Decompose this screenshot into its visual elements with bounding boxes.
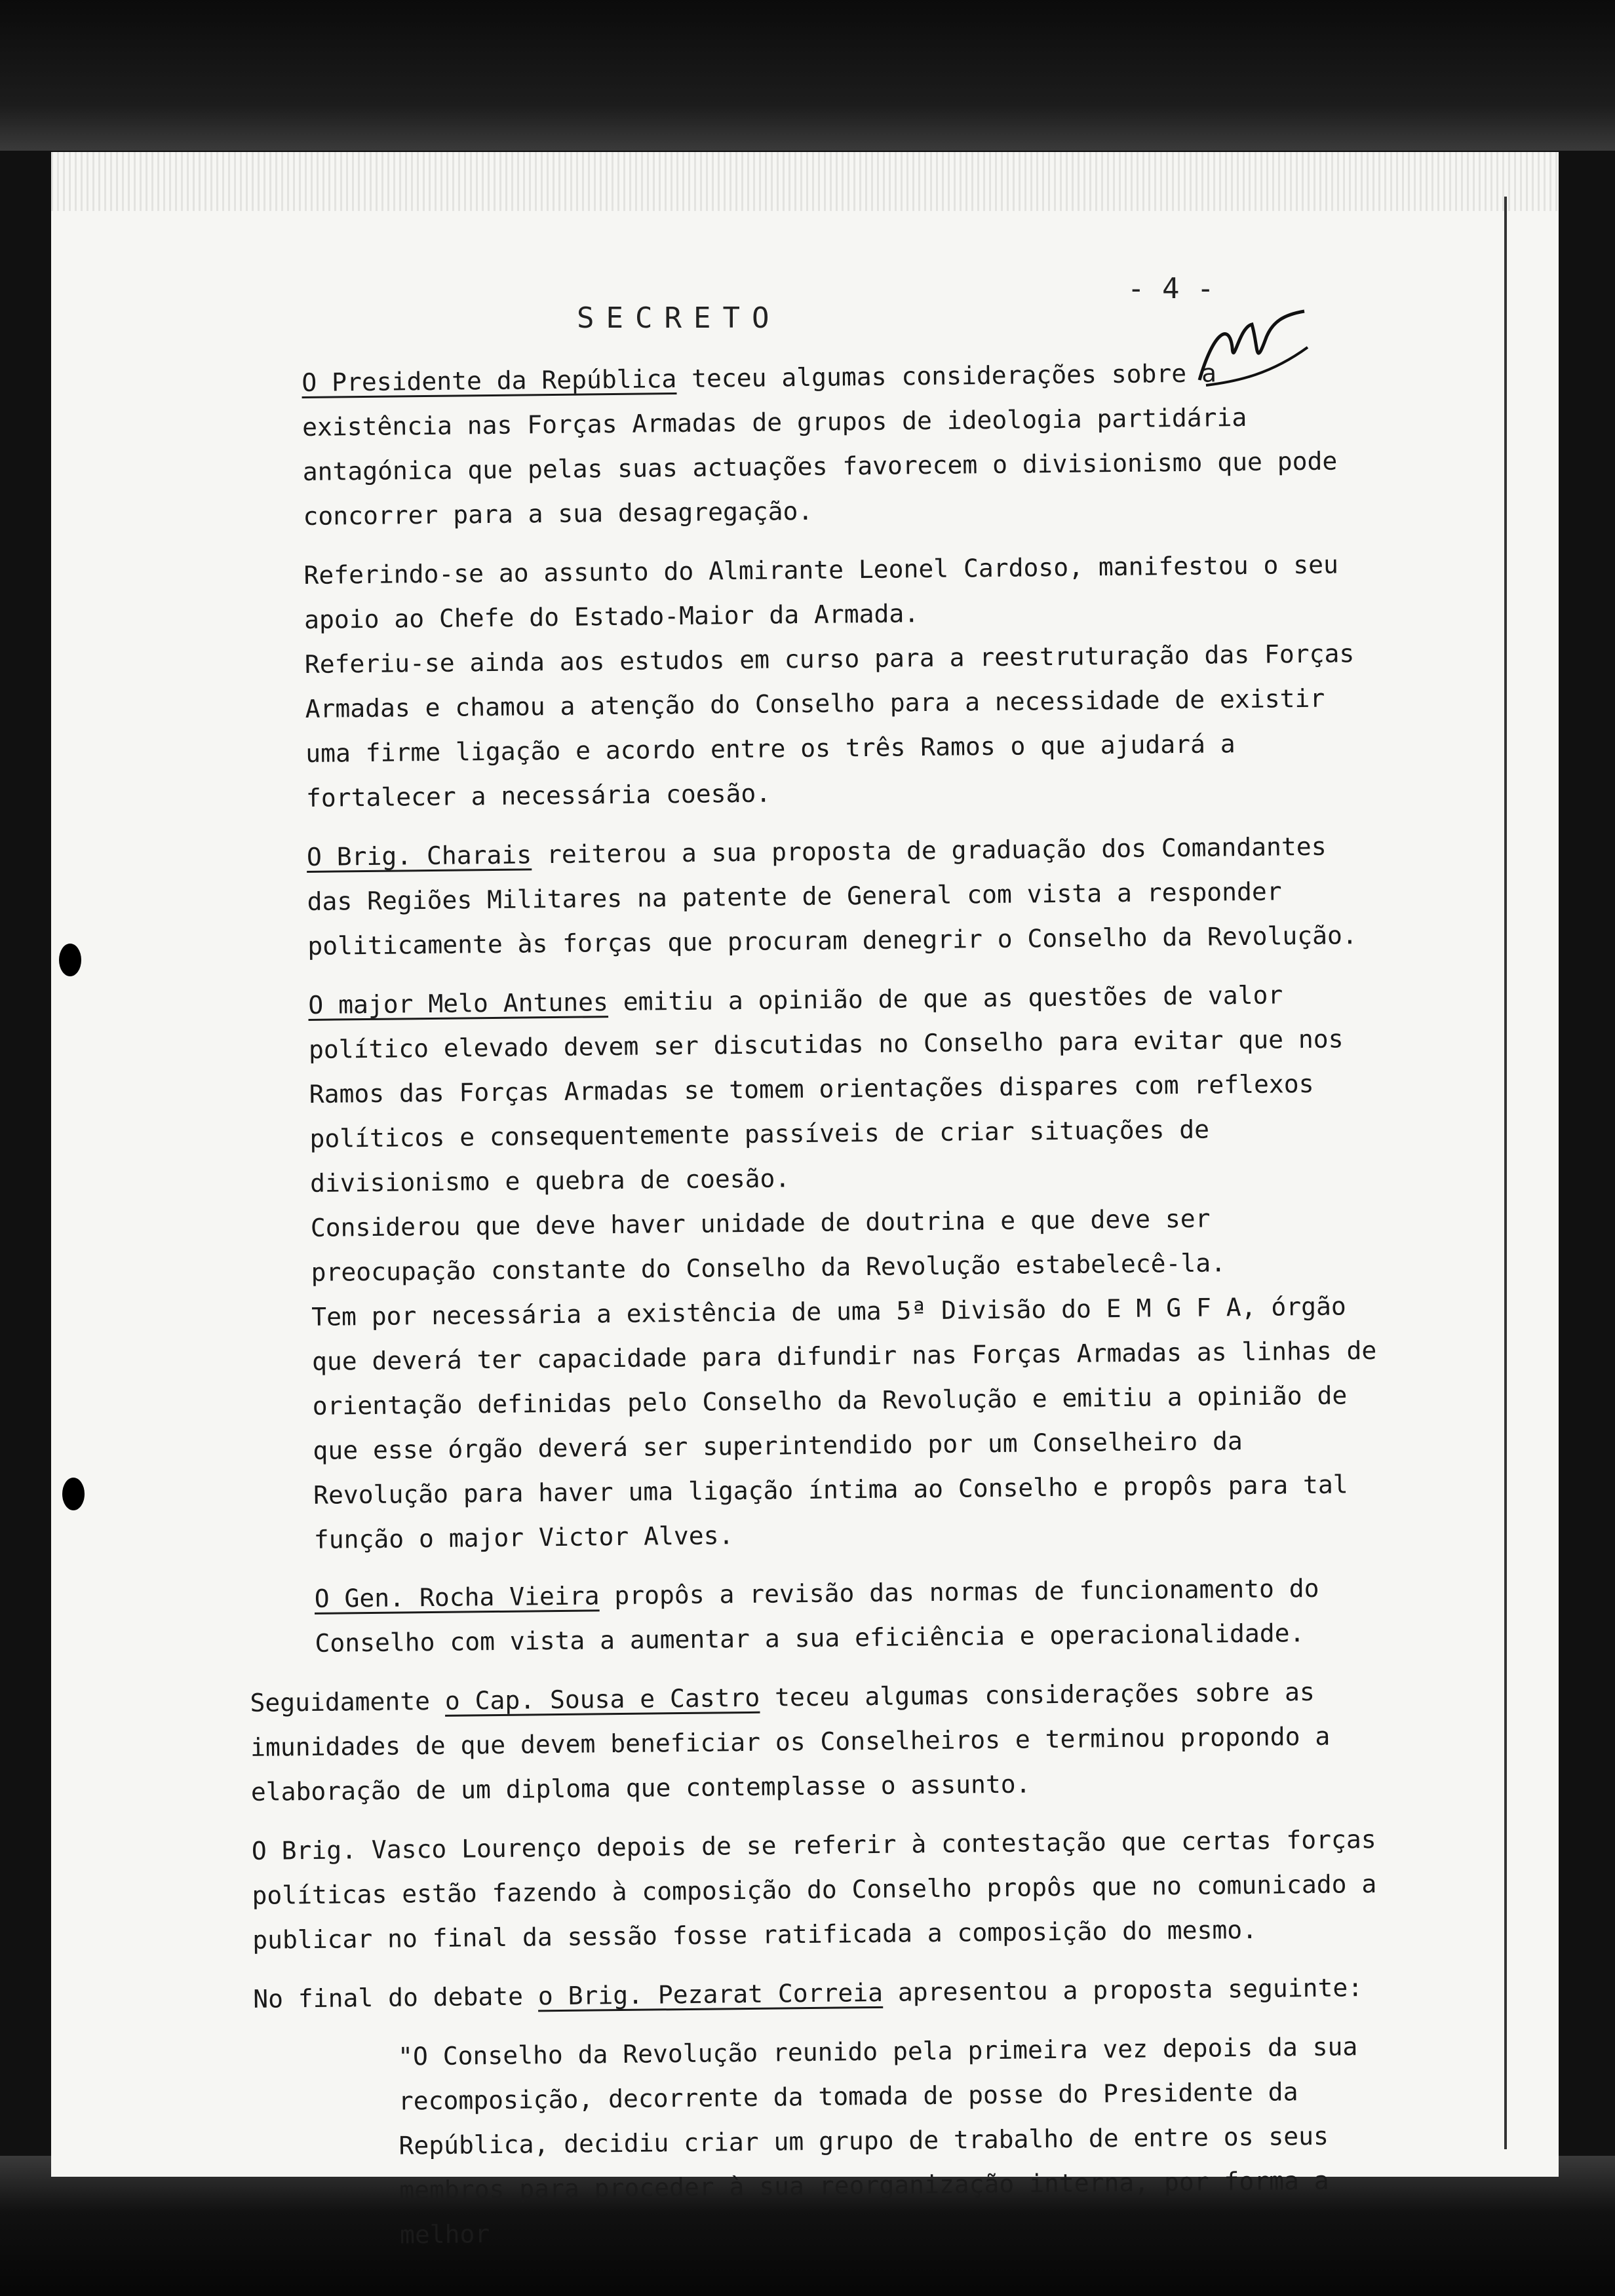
speaker-name: O major Melo Antunes	[308, 987, 609, 1020]
paragraph: O major Melo Antunes emitiu a opinião de que as questões de valor político elevado devem ser discutidas no Conselho para evitar que nos Ramos das Forças Armadas se tomem orientações dispares com reflexos políticos e consequentemente passíveis de criar situações de divisionismo e quebra de coesão.	[308, 980, 1344, 1198]
paragraph: Referindo-se ao assunto do Almirante Leonel Cardoso, manifestou o seu apoio ao Chefe do Estado-Maior da Armada.	[303, 550, 1339, 634]
punch-hole-mark	[59, 944, 81, 976]
paragraph: Considerou que deve haver unidade de doutrina e que deve ser preocupação constante do Conselho da Revolução estabelecê-la.	[310, 1204, 1226, 1287]
paragraph: Seguidamente o Cap. Sousa e Castro teceu algumas considerações sobre as imunidades de que devem beneficiar os Conselheiros e terminou propondo a elaboração de um diploma que contemplasse o assunto.	[250, 1677, 1331, 1807]
paragraph: O Presidente da República teceu algumas considerações sobre a existência nas Forças Armadas de grupos de ideologia partidária antagónica que pelas suas actuações favorecem o divisionismo que pode concorrer para a sua desagregação.	[302, 358, 1338, 531]
speaker-name: O Presidente da República	[302, 364, 677, 397]
paragraph: O Brig. Charais reiterou a sua proposta de graduação dos Comandantes das Regiões Militares na patente de General com vista a responder politicamente às forças que procuram denegrir o Conselho da Revolução.	[306, 832, 1357, 961]
speaker-name: O Brig. Charais	[306, 840, 532, 871]
quoted-proposal: "O Conselho da Revolução reunido pela primeira vez depois da sua recomposição, decorrente da tomada de posse do Presidente da República, decidiu criar um grupo de trabalho de entre os seus membros para proceder à sua reorganização interna, por forma a melhor	[397, 2032, 1358, 2249]
paragraph: Referiu-se ainda aos estudos em curso para a reestruturação das Forças Armadas e chamou a atenção do Conselho para a necessidade de existir uma firme ligação e acordo entre os três Ramos o que ajudará a fortalecer a necessária coesão.	[304, 639, 1355, 813]
paragraph: No final do debate o Brig. Pezarat Correia apresentou a proposta seguinte:	[252, 1973, 1363, 2014]
page-number: - 4 -	[1127, 272, 1215, 305]
speaker-name: o Cap. Sousa e Castro	[444, 1683, 760, 1715]
classification-header: SECRETO	[577, 301, 781, 335]
document-body	[250, 349, 1396, 2272]
speaker-name: o Brig. Pezarat Correia	[537, 1978, 884, 2011]
speaker-name: O Gen. Rocha Vieira	[314, 1581, 600, 1613]
punch-hole-mark	[62, 1478, 85, 1510]
paragraph: O Gen. Rocha Vieira propôs a revisão das normas de funcionamento do Conselho com vista a aumentar a sua eficiência e operacionalidade.	[314, 1573, 1319, 1658]
paragraph: Tem por necessária a existência de uma 5ª Divisão do E M G F A, órgão que deverá ter capacidade para difundir nas Forças Armadas as linhas de orientação definidas pelo Conselho da Revolução e emitiu a opinião de que esse órgão deverá ser superintendido por um Conselheiro da Revolução para haver uma ligação íntima ao Conselho e propôs para tal função o major Victor Alves.	[311, 1292, 1377, 1554]
paragraph: O Brig. Vasco Lourenço depois de se referir à contestação que certas forças políticas estão fazendo à composição do Conselho propôs que no comunicado a publicar no final da sessão fosse ratificada a composição do mesmo.	[251, 1824, 1377, 1955]
margin-rule	[1504, 197, 1507, 2149]
scan-top-border	[0, 0, 1615, 151]
